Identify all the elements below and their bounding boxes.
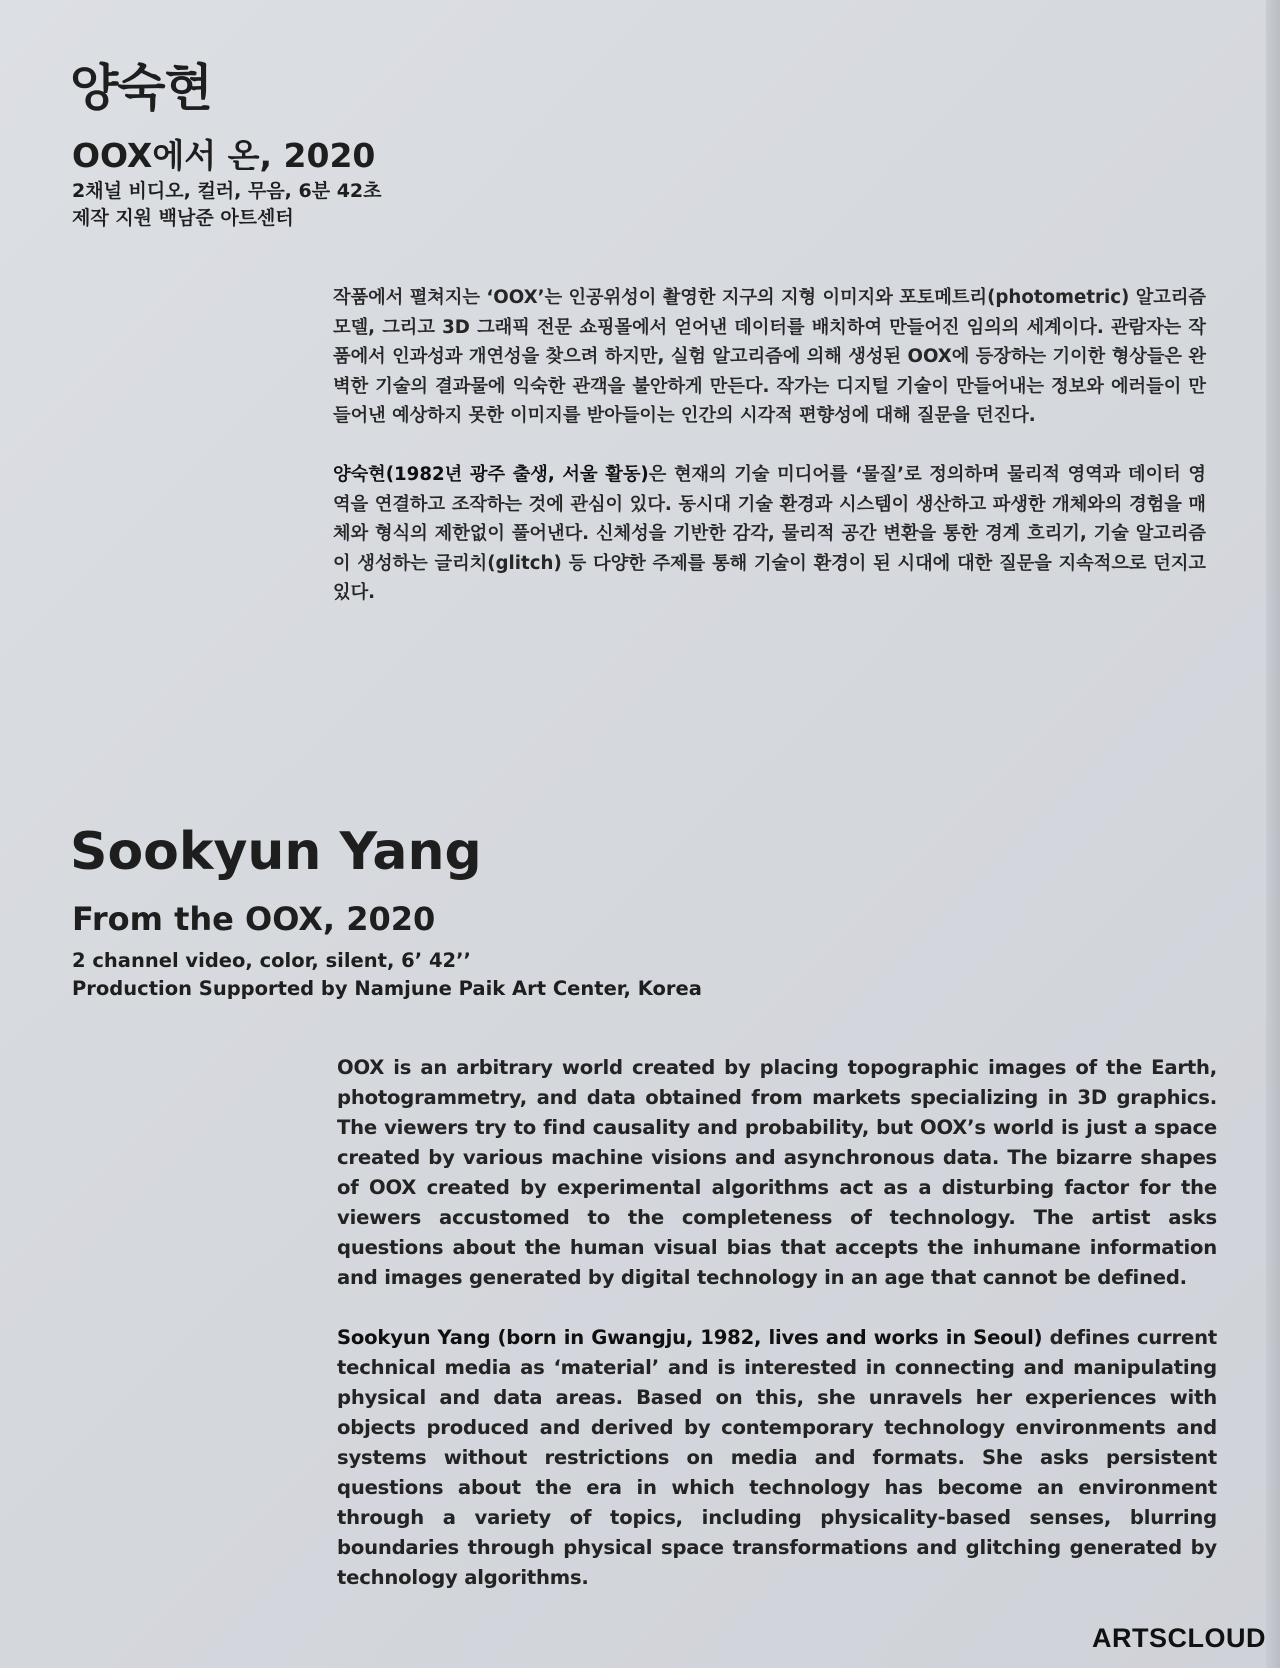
artist-name-english: Sookyun Yang [70,822,482,882]
artist-bio-lead-english: Sookyun Yang (born in Gwangju, 1982, lives and works in Seoul) [337,1326,1043,1349]
work-description-korean: 작품에서 펼쳐지는 ‘OOX’는 인공위성이 촬영한 지구의 지형 이미지와 포토메트리(photometric) 알고리즘 모델, 그리고 3D 그래픽 전문 쇼핑몰에서 얻어낸 데이터를 배치하여 만들어진 임의의 세계이다. 관람자는 작품에서 인과성과 개연성을 찾으려 하지만, 실험 알고리즘에 의해 생성된 OOX에 등장하는 기이한 형상들은 완벽한 기술의 결과물에 익숙한 관객을 불안하게 만든다. 작가는 디지털 기술이 만들어내는 정보와 에러들이 만들어낸 예상하지 못한 이미지를 받아들이는 인간의 시각적 편향성에 대해 질문을 던진다. [333,287,1206,427]
description-korean [333,283,1206,637]
description-english [337,1053,1217,1623]
work-description-english: OOX is an arbitrary world created by placing topographic images of the Earth, photogrammetry, and data obtained from markets specializing in 3D graphics. The viewers try to find causality and probability, but OOX’s world is just a space created by various machine visions and asynchronous data. The bizarre shapes of OOX created by experimental algorithms act as a disturbing factor for the viewers accustomed to the completeness of technology. The artist asks questions about the human visual bias that accepts the inhumane information and images generated by digital technology in an age that cannot be defined. [337,1056,1217,1289]
work-details-english [72,947,702,1003]
artist-bio-lead-korean: 양숙현(1982년 광주 출생, 서울 활동) [333,463,649,485]
medium-korean: 2채널 비디오, 컬러, 무음, 6분 42초 [72,180,382,202]
artist-bio-english [337,1323,1217,1593]
wall-edge [1266,0,1280,1668]
artist-bio-text-korean: 은 현재의 기술 미디어를 ‘물질’로 정의하며 물리적 영역과 데이터 영역을 연결하고 조작하는 것에 관심이 있다. 동시대 기술 환경과 시스템이 생산하고 파생한 개체와의 경험을 매체와 형식의 제한없이 풀어낸다. 신체성을 기반한 감각, 물리적 공간 변환을 통한 경계 흐리기, 기술 알고리즘이 생성하는 글리치(glitch) 등 다양한 주제를 통해 기술이 환경이 된 시대에 대한 질문을 지속적으로 던지고 있다. [333,463,1206,604]
artscloud-watermark: ARTSCLOUD [1092,1623,1266,1653]
support-korean: 제작 지원 백남준 아트센터 [72,207,294,229]
work-details-korean [72,178,382,232]
medium-english: 2 channel video, color, silent, 6’ 42’’ [72,949,471,972]
support-english: Production Supported by Namjune Paik Art Center, Korea [72,977,702,1000]
work-title-english: From the OOX, 2020 [72,900,436,938]
work-title-korean: OOX에서 온, 2020 [72,136,376,175]
artist-name-korean: 양숙현 [70,59,212,117]
artist-bio-korean [333,460,1206,608]
artist-bio-text-english: defines current technical media as ‘material’ and is interested in connecting and manipulating physical and data areas. Based on this, she unravels her experiences with objects produced and derived by contemporary technology environments and systems without restrictions on media and formats. She asks persistent questions about the era in which technology has become an environment through a variety of topics, including physicality-based senses, blurring boundaries through physical space transformations and glitching generated by technology algorithms. [337,1326,1217,1589]
